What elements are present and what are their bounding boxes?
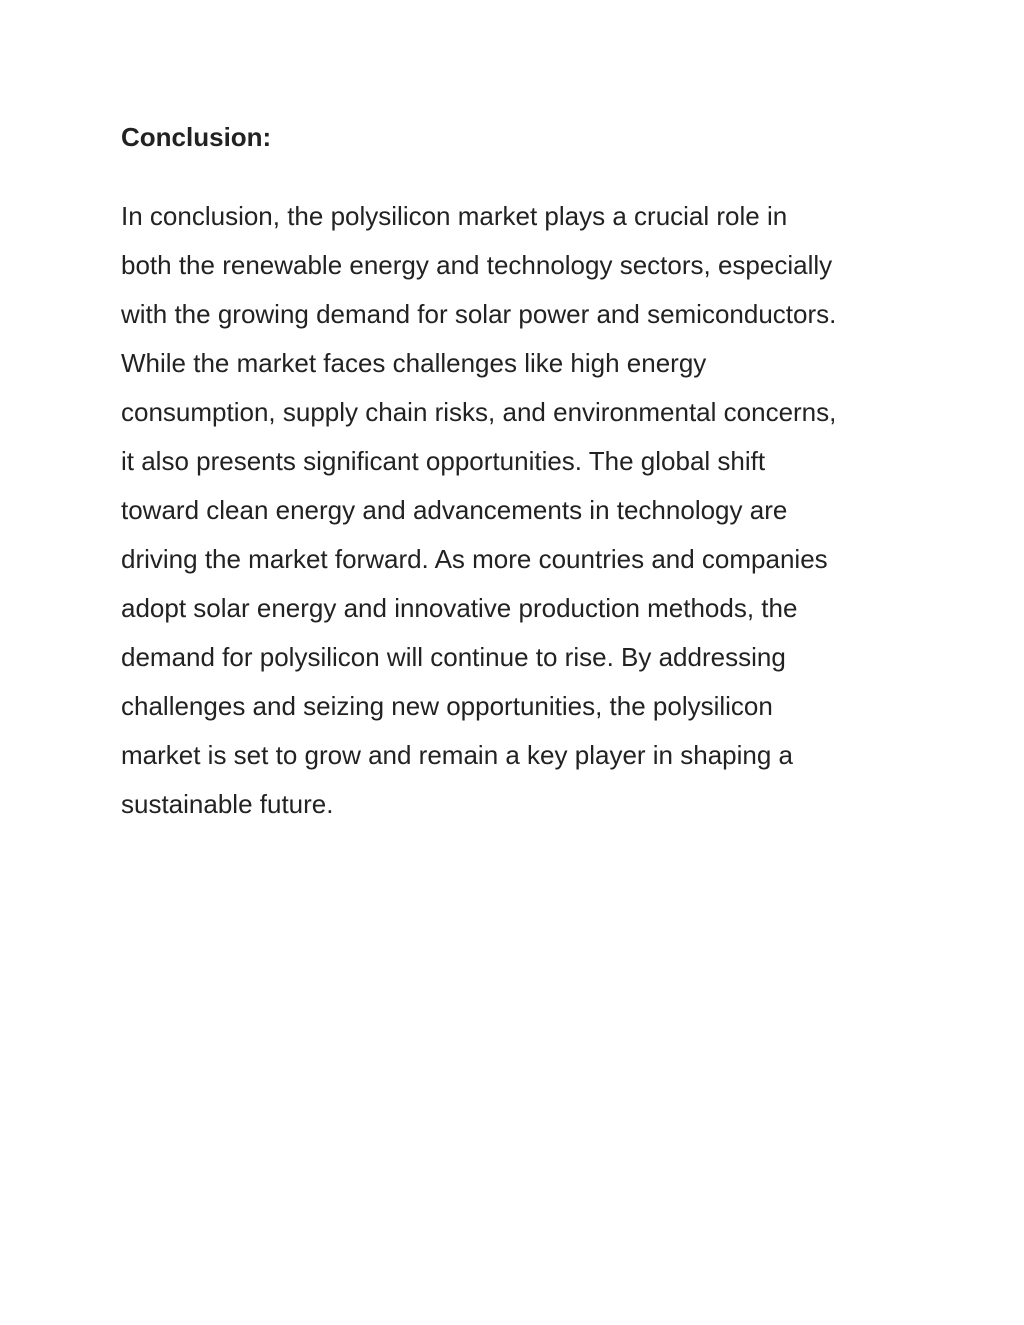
paragraph-line: challenges and seizing new opportunities, the polysilicon (121, 691, 773, 721)
paragraph-line: market is set to grow and remain a key player in shaping a (121, 740, 794, 770)
paragraph-line: demand for polysilicon will continue to rise. By addressing (121, 642, 786, 672)
paragraph-line: sustainable future. (121, 789, 334, 819)
paragraph-line: adopt solar energy and innovative production methods, the (121, 593, 798, 623)
paragraph-line: While the market faces challenges like high energy (121, 348, 707, 378)
paragraph-line: driving the market forward. As more countries and companies (121, 544, 828, 574)
paragraph-line: with the growing demand for solar power and semiconductors. (121, 299, 837, 329)
paragraph-line: toward clean energy and advancements in technology are (121, 495, 788, 525)
paragraph-line: In conclusion, the polysilicon market plays a crucial role in (121, 201, 788, 231)
paragraph-line: both the renewable energy and technology sectors, especially (121, 250, 833, 280)
paragraph-line: it also presents significant opportunities. The global shift (121, 446, 766, 476)
paragraph-line: consumption, supply chain risks, and environmental concerns, (121, 397, 837, 427)
conclusion-paragraph (121, 197, 921, 834)
section-heading: Conclusion: (121, 122, 272, 152)
